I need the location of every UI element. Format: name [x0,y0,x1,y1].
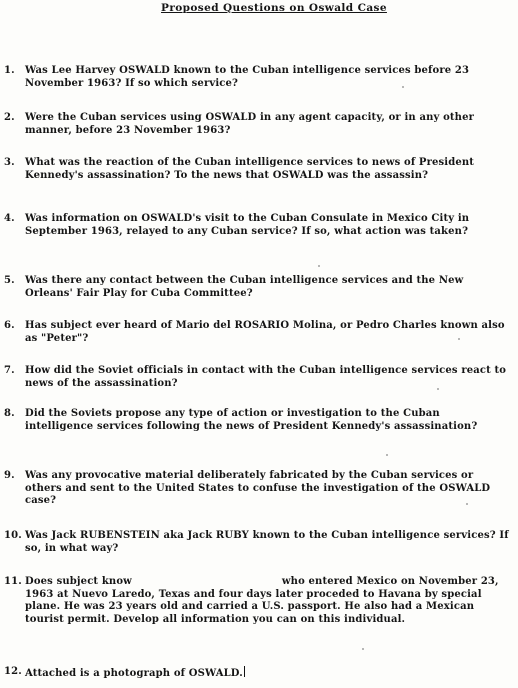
question-6 [4,320,510,345]
question-text: Was information on OSWALD's visit to the Cuban Consulate in Mexico City in September 1963, relayed to any Cuban service? If so, what action was taken? [25,213,470,237]
question-text-before-redaction: Does subject know [25,576,132,587]
scan-speck [362,648,364,650]
question-text: Was any provocative material deliberately fabricated by the Cuban services or others and sent to the United States to confuse the investigation of the OSWALD case? [25,470,491,506]
question-text: Has subject ever heard of Mario del ROSARIO Molina, or Pedro Charles known also as "Peter"? [25,320,505,344]
scan-speck [458,338,460,340]
question-number: 1. [4,65,15,76]
question-1 [4,65,510,90]
scan-speck [402,86,404,88]
document-title: Proposed Questions on Oswald Case [161,2,387,14]
question-11 [4,576,510,626]
question-text: Were the Cuban services using OSWALD in any agent capacity, or in any other manner, before 23 November 1963? [25,112,475,136]
question-text: Was Lee Harvey OSWALD known to the Cuban intelligence services before 23 November 1963? If so which service? [25,65,470,89]
question-number: 9. [4,470,15,481]
question-number: 2. [4,112,15,123]
scan-speck [466,503,468,505]
question-text: How did the Soviet officials in contact with the Cuban intelligence services react to news of the assassination? [25,365,507,389]
question-2 [4,112,510,137]
question-number: 10. [4,530,22,541]
question-number: 7. [4,365,15,376]
question-number: 4. [4,213,15,224]
text-cursor [244,666,245,677]
question-number: 11. [4,576,22,587]
question-text: Was there any contact between the Cuban intelligence services and the New Orleans' Fair Play for Cuba Committee? [25,275,464,299]
question-text-after-redaction: who entered Mexico on November 23, 1963 at Nuevo Laredo, Texas and four days later proceded to Havana by special plane. He was 23 years old and carried a U.S. passport. He also had a Mexican tourist permit. Develop all information you can on this individual. [25,576,499,625]
scan-speck [318,265,320,267]
question-text: Attached is a photograph of OSWALD. [25,668,243,679]
question-number: 5. [4,275,15,286]
question-number: 3. [4,157,15,168]
question-7 [4,365,510,390]
scan-speck [437,388,439,390]
question-4 [4,213,510,238]
scan-speck [386,454,388,456]
question-10 [4,530,510,555]
question-text [25,576,510,626]
question-number: 12. [4,666,22,677]
question-5 [4,275,510,300]
question-text: Was Jack RUBENSTEIN aka Jack RUBY known to the Cuban intelligence services? If so, in what way? [25,530,509,554]
question-12 [4,666,510,681]
question-3 [4,157,510,182]
question-text: What was the reaction of the Cuban intelligence services to news of President Kennedy's assassination? To the news that OSWALD was the assassin? [25,157,475,181]
question-text: Did the Soviets propose any type of action or investigation to the Cuban intelligence services following the news of President Kennedy's assassination? [25,408,478,432]
question-number: 6. [4,320,15,331]
question-8 [4,408,510,433]
question-number: 8. [4,408,15,419]
question-9 [4,470,510,508]
